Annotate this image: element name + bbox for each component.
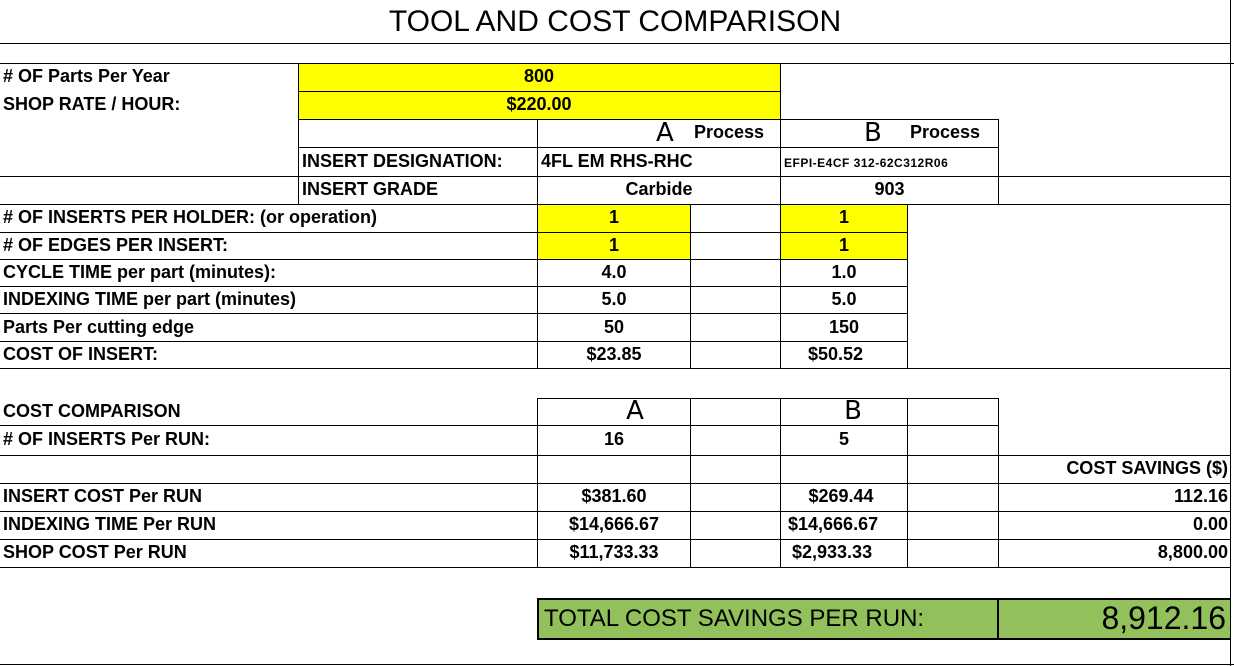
insert-grade-a[interactable]: Carbide	[625, 179, 693, 199]
table-row-b: $269.44	[808, 486, 874, 506]
process-a-label: Process	[694, 122, 765, 142]
cost-savings-header: COST SAVINGS ($)	[1066, 458, 1228, 478]
total-savings-value: 8,912.16	[1101, 600, 1226, 636]
inserts-per-run-label: # OF INSERTS Per RUN:	[3, 429, 211, 449]
table-row-savings: 0.00	[1192, 514, 1228, 534]
param-b-value[interactable]: 1	[838, 207, 849, 227]
insert-designation-b[interactable]: EFPI-E4CF 312-62C312R06	[784, 156, 949, 170]
param-label: # OF EDGES PER INSERT:	[3, 235, 229, 255]
insert-designation-a[interactable]: 4FL EM RHS-RHC	[541, 151, 693, 171]
param-label: INDEXING TIME per part (minutes)	[3, 289, 297, 309]
table-row-savings: 8,800.00	[1157, 542, 1228, 562]
table-row-label: INDEXING TIME Per RUN	[3, 514, 217, 534]
table-row-a: $14,666.67	[568, 514, 660, 534]
param-b-value[interactable]: $50.52	[808, 344, 864, 364]
insert-designation-label: INSERT DESIGNATION:	[302, 151, 503, 171]
param-b-value[interactable]: 1	[838, 235, 849, 255]
param-label: # OF INSERTS PER HOLDER: (or operation)	[3, 207, 378, 227]
param-a-value[interactable]: 4.0	[601, 262, 627, 282]
page-title: TOOL AND COST COMPARISON	[388, 5, 842, 38]
param-b-value[interactable]: 5.0	[831, 289, 857, 309]
param-label: COST OF INSERT:	[3, 344, 159, 364]
table-row-a: $381.60	[581, 486, 647, 506]
param-a-value[interactable]: $23.85	[586, 344, 642, 364]
param-a-value[interactable]: 50	[603, 317, 625, 337]
param-a-value[interactable]: 5.0	[601, 289, 627, 309]
table-row-b: $2,933.33	[792, 542, 873, 562]
param-a-value[interactable]: 1	[608, 207, 619, 227]
insert-grade-label: INSERT GRADE	[302, 179, 439, 199]
total-savings-label: TOTAL COST SAVINGS PER RUN:	[544, 605, 925, 632]
table-row-savings: 112.16	[1173, 486, 1228, 506]
param-b-value[interactable]: 1.0	[831, 262, 857, 282]
param-a-value[interactable]: 1	[608, 235, 619, 255]
shop-rate-label: SHOP RATE / HOUR:	[3, 94, 181, 114]
process-b-label: Process	[910, 122, 981, 142]
param-label: CYCLE TIME per part (minutes):	[3, 262, 277, 282]
shop-rate-input[interactable]: $220.00	[506, 94, 572, 114]
table-row-a: $11,733.33	[569, 542, 659, 562]
process-a-letter: A	[656, 118, 674, 148]
comparison-b-letter: B	[844, 396, 862, 426]
table-row-label: INSERT COST Per RUN	[3, 486, 203, 506]
table-row-label: SHOP COST Per RUN	[3, 542, 187, 562]
param-label: Parts Per cutting edge	[3, 317, 195, 337]
parts-per-year-label: # OF Parts Per Year	[3, 66, 170, 86]
cost-comparison-label: COST COMPARISON	[3, 401, 181, 421]
inserts-per-run-a: 16	[603, 429, 625, 449]
insert-grade-b[interactable]: 903	[874, 179, 905, 199]
process-b-letter: B	[864, 118, 882, 148]
inserts-per-run-b: 5	[838, 429, 849, 449]
comparison-a-letter: A	[626, 396, 644, 426]
parts-per-year-input[interactable]: 800	[523, 66, 555, 86]
param-b-value[interactable]: 150	[828, 317, 860, 337]
table-row-b: $14,666.67	[788, 514, 879, 534]
